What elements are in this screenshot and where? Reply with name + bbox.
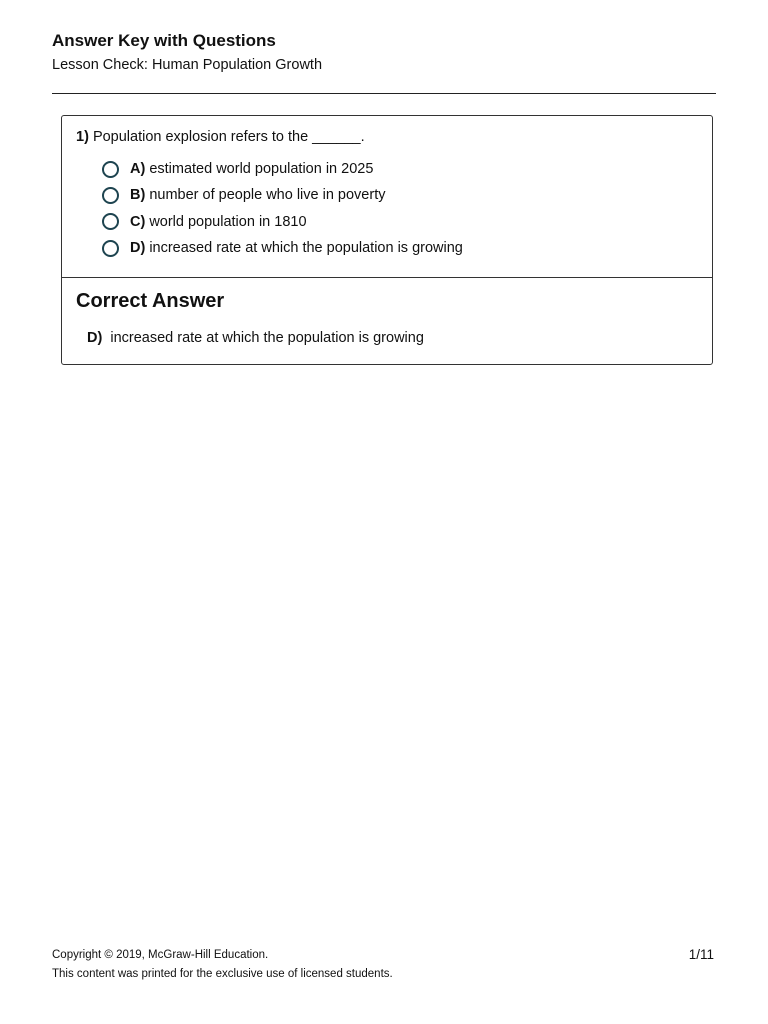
correct-answer-heading: Correct Answer <box>76 290 225 312</box>
option-letter: D) <box>130 240 146 257</box>
option-a[interactable] <box>102 156 463 182</box>
question-number: 1) <box>76 129 89 145</box>
option-d[interactable] <box>102 235 463 261</box>
radio-button-icon[interactable] <box>102 161 119 178</box>
page-number: 1/11 <box>688 947 714 962</box>
document-title: Answer Key with Questions <box>52 31 276 50</box>
copyright-notice: Copyright © 2019, McGraw-Hill Education. <box>52 949 269 961</box>
header-divider <box>52 93 716 94</box>
option-text: increased rate at which the population is growing <box>149 240 463 257</box>
question-stem <box>76 127 365 147</box>
option-c[interactable] <box>102 209 463 235</box>
answer-options <box>102 156 463 261</box>
radio-button-icon[interactable] <box>102 213 119 230</box>
option-text: number of people who live in poverty <box>149 187 386 204</box>
option-letter: A) <box>130 161 146 178</box>
document-subtitle: Lesson Check: Human Population Growth <box>52 57 323 73</box>
correct-answer-letter: D) <box>87 330 103 346</box>
question-card <box>61 115 713 365</box>
correct-answer-section <box>62 278 712 364</box>
option-text: world population in 1810 <box>149 213 307 230</box>
correct-answer <box>87 328 424 348</box>
option-letter: C) <box>130 213 146 230</box>
option-letter: B) <box>130 187 146 204</box>
radio-button-icon[interactable] <box>102 240 119 257</box>
question-text: Population explosion refers to the ______. <box>92 129 365 145</box>
option-b[interactable] <box>102 182 463 208</box>
page-header <box>52 30 716 75</box>
option-text: estimated world population in 2025 <box>149 161 374 178</box>
license-notice: This content was printed for the exclusive use of licensed students. <box>52 968 393 980</box>
question-section <box>62 116 712 278</box>
correct-answer-text: increased rate at which the population is growing <box>110 330 424 346</box>
radio-button-icon[interactable] <box>102 187 119 204</box>
